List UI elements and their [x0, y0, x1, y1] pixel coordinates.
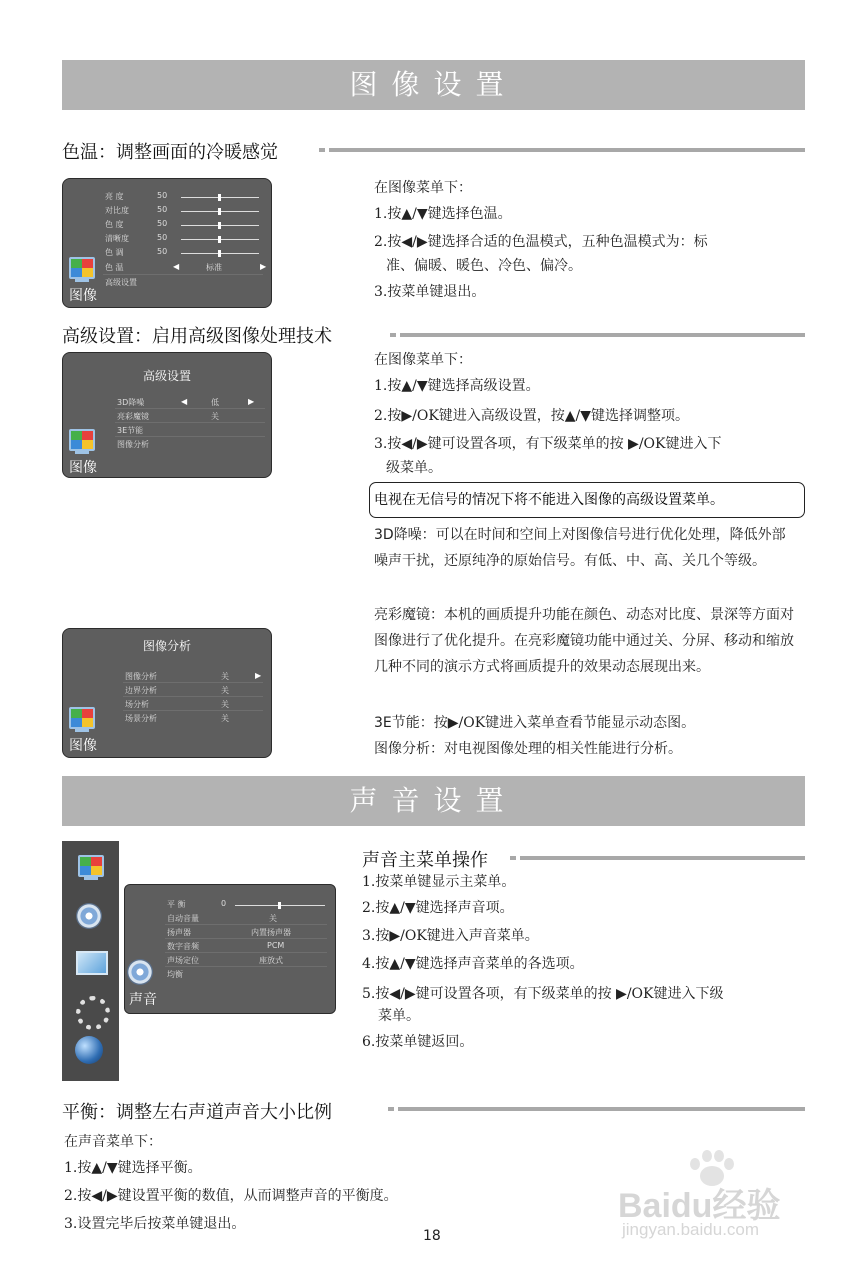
page-number: 18: [423, 1228, 441, 1244]
heading-balance: 平衡：调整左右声道声音大小比例: [62, 1102, 332, 1123]
slider-contrast[interactable]: [181, 211, 259, 212]
divider: [103, 274, 263, 275]
instruction-line: 2.按▶/OK键进入高级设置，按▲/▼键选择调整项。: [374, 408, 690, 424]
menu-row-label[interactable]: 平 衡: [167, 900, 186, 909]
menu-row-value: 50: [157, 219, 168, 228]
instruction-line: 2.按◀/▶键选择合适的色温模式，五种色温模式为：标: [374, 234, 708, 250]
instruction-line: 菜单。: [378, 1008, 420, 1024]
watermark-url: jingyan.baidu.com: [622, 1220, 760, 1239]
menu-row-value: 50: [157, 205, 168, 214]
menu-row-label: 清晰度: [105, 234, 129, 243]
menu-row-label[interactable]: 亮彩魔镜: [117, 412, 149, 421]
term: 图像分析：: [374, 741, 444, 757]
menu-row-value: 座放式: [259, 956, 283, 965]
menu-row-label[interactable]: 图像分析: [117, 440, 149, 449]
picture-icon: [69, 429, 95, 451]
picture-icon: [69, 707, 95, 729]
menu-row-label: 色 温: [105, 263, 124, 272]
menu-row-label[interactable]: 均衡: [167, 970, 183, 979]
divider: [165, 924, 327, 925]
menu-row-value: 关: [221, 714, 229, 723]
osd-analysis-menu: [62, 628, 272, 758]
osd-picture-menu: [62, 178, 272, 308]
desc: 对电视图像处理的相关性能进行分析。: [444, 741, 682, 757]
watermark-logo: Baidu经验: [618, 1187, 781, 1225]
menu-row-label[interactable]: 高级设置: [105, 278, 137, 287]
heading-advanced: 高级设置：启用高级图像处理技术: [62, 326, 332, 347]
instruction-line: 2.按▲/▼键选择声音项。: [362, 900, 514, 916]
warning-note: 电视在无信号的情况下将不能进入图像的高级设置菜单。: [369, 482, 805, 518]
heading-color-temp: 色温：调整画面的冷暖感觉: [62, 142, 278, 163]
channel-icon[interactable]: [76, 951, 108, 975]
heading-sound-main: 声音主菜单操作: [362, 850, 488, 871]
feature-paragraph: [374, 736, 799, 762]
menu-row-label[interactable]: 自动音量: [167, 914, 199, 923]
menu-row-label[interactable]: 场分析: [125, 700, 149, 709]
sound-icon: [127, 959, 153, 985]
divider: [123, 696, 263, 697]
menu-row-value: 50: [157, 247, 168, 256]
divider: [115, 436, 265, 437]
instruction-line: 2.按◀/▶键设置平衡的数值，从而调整声音的平衡度。: [64, 1188, 398, 1204]
instruction-line: 1.按菜单键显示主菜单。: [362, 874, 516, 890]
menu-row-value: 50: [157, 233, 168, 242]
slider-balance[interactable]: [235, 905, 325, 906]
osd-sound-menu: [124, 884, 336, 1014]
menu-row-value: 低: [211, 398, 219, 407]
menu-row-value: 内置扬声器: [251, 928, 291, 937]
divider: [123, 710, 263, 711]
term: 3D降噪：: [374, 527, 436, 543]
picture-icon[interactable]: [78, 855, 104, 877]
instruction-line: 1.按▲/▼键选择色温。: [374, 206, 512, 222]
color-temp-value[interactable]: 标准: [206, 263, 222, 272]
menu-row-label[interactable]: 边界分析: [125, 686, 157, 695]
osd-advanced-menu: [62, 352, 272, 478]
term: 3E节能：: [374, 715, 434, 731]
heading-rule: [520, 856, 805, 860]
desc: 可以在时间和空间上对图像信号进行优化处理，降低外部噪声干扰，还原纯净的原始信号。有低、中、高、关几个等级。: [374, 527, 786, 569]
divider: [165, 952, 327, 953]
instruction-line: 4.按▲/▼键选择声音菜单的各选项。: [362, 956, 584, 972]
instruction-line: 在图像菜单下：: [374, 352, 472, 368]
watermark: [612, 1150, 812, 1250]
term: 亮彩魔镜：: [374, 607, 444, 623]
right-arrow-icon[interactable]: ▶: [260, 262, 267, 271]
right-arrow-icon[interactable]: ▶: [248, 397, 255, 406]
picture-icon: [69, 257, 95, 279]
slider-sharpness[interactable]: [181, 239, 259, 240]
divider: [115, 408, 265, 409]
sound-icon[interactable]: [76, 903, 102, 929]
instruction-line: 3.按◀/▶键可设置各项，有下级菜单的按 ▶/OK键进入下: [374, 436, 722, 452]
divider: [165, 966, 327, 967]
instruction-line: 准、偏暖、暖色、冷色、偏冷。: [386, 258, 582, 274]
menu-row-label: 色 调: [105, 248, 124, 257]
menu-row-value: 关: [221, 686, 229, 695]
heading-rule: [398, 1107, 805, 1111]
left-arrow-icon[interactable]: ◀: [181, 397, 188, 406]
main-menu-sidebar: [62, 841, 119, 1081]
divider: [123, 682, 263, 683]
desc: 本机的画质提升功能在颜色、动态对比度、景深等方面对图像进行了优化提升。在亮彩魔镜功能中通过关、分屏、移动和缩放几种不同的演示方式将画质提升的效果动态展现出来。: [374, 607, 794, 675]
menu-row-label[interactable]: 图像分析: [125, 672, 157, 681]
right-arrow-icon[interactable]: ▶: [255, 671, 262, 680]
tab-label: 图像: [69, 738, 97, 754]
menu-row-label[interactable]: 数字音频: [167, 942, 199, 951]
tab-label: 图像: [69, 288, 97, 304]
divider: [165, 938, 327, 939]
menu-row-label[interactable]: 场景分析: [125, 714, 157, 723]
heading-rule: [329, 148, 805, 152]
menu-row-value: 0: [221, 899, 227, 908]
instruction-line: 3.按菜单键退出。: [374, 284, 486, 300]
menu-row-label[interactable]: 3E节能: [117, 426, 144, 435]
menu-row-label[interactable]: 声场定位: [167, 956, 199, 965]
tab-label: 图像: [69, 460, 97, 476]
feature-paragraph: [374, 710, 799, 736]
feature-paragraph: [374, 522, 799, 574]
instruction-line: 6.按菜单键返回。: [362, 1034, 474, 1050]
section-title-sound: 声音设置: [62, 776, 805, 826]
menu-row-value: 关: [269, 914, 277, 923]
section-title-picture: 图像设置: [62, 60, 805, 110]
menu-row-label: 对比度: [105, 206, 129, 215]
menu-row-label: 色 度: [105, 220, 124, 229]
menu-title: 高级设置: [142, 369, 191, 383]
slider-brightness[interactable]: [181, 197, 259, 198]
slider-tint[interactable]: [181, 253, 259, 254]
heading-rule: [400, 333, 805, 337]
menu-row-value: PCM: [267, 941, 285, 950]
divider: [115, 422, 265, 423]
feature-paragraph: [374, 602, 799, 680]
menu-row-label[interactable]: 扬声器: [167, 928, 191, 937]
network-icon[interactable]: [75, 1036, 103, 1064]
tab-label: 声音: [129, 992, 157, 1008]
instruction-line: 3.按▶/OK键进入声音菜单。: [362, 928, 539, 944]
instruction-line: 1.按▲/▼键选择平衡。: [64, 1160, 202, 1176]
instruction-line: 3.设置完毕后按菜单键退出。: [64, 1216, 246, 1232]
menu-row-value: 关: [221, 700, 229, 709]
slider-saturation[interactable]: [181, 225, 259, 226]
instruction-line: 1.按▲/▼键选择高级设置。: [374, 378, 540, 394]
menu-row-value: 关: [221, 672, 229, 681]
left-arrow-icon[interactable]: ◀: [173, 262, 180, 271]
instruction-line: 在图像菜单下：: [374, 180, 472, 196]
instruction-line: 级菜单。: [386, 460, 442, 476]
menu-row-label[interactable]: 3D降噪: [117, 398, 145, 407]
instruction-line: 5.按◀/▶键可设置各项，有下级菜单的按 ▶/OK键进入下级: [362, 986, 724, 1002]
menu-row-value: 关: [211, 412, 219, 421]
instruction-line: 在声音菜单下：: [64, 1134, 162, 1150]
settings-icon[interactable]: [76, 996, 110, 1030]
desc: 按▶/OK键进入菜单查看节能显示动态图。: [433, 715, 696, 731]
menu-title: 图像分析: [142, 639, 191, 653]
menu-row-label: 亮 度: [105, 192, 124, 201]
menu-row-value: 50: [157, 191, 168, 200]
